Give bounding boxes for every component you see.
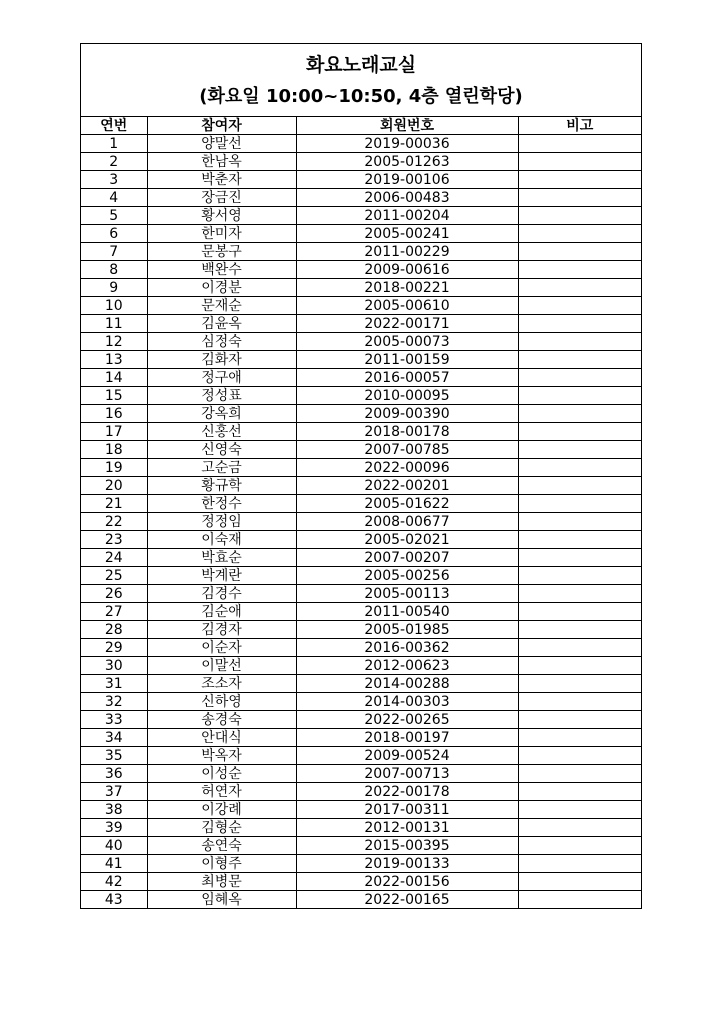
cell-member-id: 2006-00483 (296, 189, 518, 207)
cell-no: 40 (81, 837, 147, 855)
cell-name: 심정숙 (147, 333, 296, 351)
cell-member-id: 2022-00171 (296, 315, 518, 333)
cell-no: 34 (81, 729, 147, 747)
cell-note (518, 135, 641, 153)
table-row (81, 801, 641, 819)
cell-no: 26 (81, 585, 147, 603)
cell-name: 문봉구 (147, 243, 296, 261)
cell-member-id: 2011-00159 (296, 351, 518, 369)
cell-name: 정정임 (147, 513, 296, 531)
cell-note (518, 675, 641, 693)
table-row (81, 855, 641, 873)
cell-name: 이경분 (147, 279, 296, 297)
cell-name: 이말선 (147, 657, 296, 675)
table-row (81, 747, 641, 765)
cell-note (518, 711, 641, 729)
cell-no: 33 (81, 711, 147, 729)
cell-name: 안대식 (147, 729, 296, 747)
cell-member-id: 2005-00610 (296, 297, 518, 315)
table-row (81, 171, 641, 189)
cell-no: 42 (81, 873, 147, 891)
cell-member-id: 2005-00113 (296, 585, 518, 603)
table-row (81, 819, 641, 837)
table-row (81, 603, 641, 621)
cell-note (518, 297, 641, 315)
cell-no: 43 (81, 891, 147, 909)
cell-note (518, 333, 641, 351)
cell-note (518, 441, 641, 459)
cell-member-id: 2022-00178 (296, 783, 518, 801)
cell-member-id: 2022-00156 (296, 873, 518, 891)
cell-name: 이강례 (147, 801, 296, 819)
cell-no: 31 (81, 675, 147, 693)
table-row (81, 891, 641, 909)
cell-member-id: 2011-00540 (296, 603, 518, 621)
table-row (81, 657, 641, 675)
cell-member-id: 2015-00395 (296, 837, 518, 855)
table-row (81, 387, 641, 405)
cell-member-id: 2016-00057 (296, 369, 518, 387)
table-row (81, 207, 641, 225)
cell-no: 16 (81, 405, 147, 423)
cell-name: 김형순 (147, 819, 296, 837)
cell-note (518, 693, 641, 711)
cell-no: 24 (81, 549, 147, 567)
cell-note (518, 405, 641, 423)
cell-note (518, 153, 641, 171)
cell-member-id: 2014-00303 (296, 693, 518, 711)
cell-no: 30 (81, 657, 147, 675)
attendance-sheet (80, 43, 642, 909)
participant-table (81, 117, 641, 908)
table-row (81, 441, 641, 459)
cell-member-id: 2009-00616 (296, 261, 518, 279)
cell-no: 35 (81, 747, 147, 765)
table-header-row (81, 117, 641, 135)
cell-no: 14 (81, 369, 147, 387)
cell-name: 이순자 (147, 639, 296, 657)
cell-note (518, 657, 641, 675)
cell-no: 4 (81, 189, 147, 207)
cell-name: 고순금 (147, 459, 296, 477)
cell-member-id: 2009-00390 (296, 405, 518, 423)
table-row (81, 477, 641, 495)
table-row (81, 513, 641, 531)
cell-note (518, 171, 641, 189)
cell-member-id: 2014-00288 (296, 675, 518, 693)
cell-name: 이형주 (147, 855, 296, 873)
cell-name: 신하영 (147, 693, 296, 711)
cell-member-id: 2005-02021 (296, 531, 518, 549)
cell-member-id: 2010-00095 (296, 387, 518, 405)
cell-no: 12 (81, 333, 147, 351)
cell-name: 황규학 (147, 477, 296, 495)
table-row (81, 459, 641, 477)
column-header-note: 비고 (518, 117, 641, 135)
table-row (81, 783, 641, 801)
cell-name: 문재순 (147, 297, 296, 315)
cell-name: 허연자 (147, 783, 296, 801)
cell-note (518, 639, 641, 657)
cell-no: 3 (81, 171, 147, 189)
cell-member-id: 2005-00241 (296, 225, 518, 243)
cell-note (518, 729, 641, 747)
cell-name: 양말선 (147, 135, 296, 153)
table-row (81, 837, 641, 855)
table-row (81, 279, 641, 297)
column-header-no: 연번 (81, 117, 147, 135)
cell-no: 25 (81, 567, 147, 585)
cell-member-id: 2007-00207 (296, 549, 518, 567)
cell-name: 박옥자 (147, 747, 296, 765)
table-row (81, 531, 641, 549)
cell-name: 장금진 (147, 189, 296, 207)
cell-name: 신홍선 (147, 423, 296, 441)
cell-member-id: 2012-00131 (296, 819, 518, 837)
cell-member-id: 2017-00311 (296, 801, 518, 819)
cell-no: 21 (81, 495, 147, 513)
table-row (81, 423, 641, 441)
cell-member-id: 2011-00229 (296, 243, 518, 261)
cell-note (518, 603, 641, 621)
cell-no: 39 (81, 819, 147, 837)
cell-name: 박계란 (147, 567, 296, 585)
cell-note (518, 261, 641, 279)
table-row (81, 135, 641, 153)
cell-no: 11 (81, 315, 147, 333)
table-row (81, 333, 641, 351)
table-row (81, 765, 641, 783)
cell-name: 김윤옥 (147, 315, 296, 333)
cell-note (518, 855, 641, 873)
cell-name: 김화자 (147, 351, 296, 369)
cell-no: 32 (81, 693, 147, 711)
cell-name: 황서영 (147, 207, 296, 225)
table-row (81, 693, 641, 711)
cell-no: 1 (81, 135, 147, 153)
cell-note (518, 819, 641, 837)
cell-no: 23 (81, 531, 147, 549)
cell-name: 김순애 (147, 603, 296, 621)
cell-member-id: 2011-00204 (296, 207, 518, 225)
cell-no: 38 (81, 801, 147, 819)
cell-member-id: 2016-00362 (296, 639, 518, 657)
cell-no: 6 (81, 225, 147, 243)
cell-no: 37 (81, 783, 147, 801)
cell-note (518, 621, 641, 639)
cell-note (518, 585, 641, 603)
cell-no: 18 (81, 441, 147, 459)
cell-note (518, 189, 641, 207)
cell-no: 20 (81, 477, 147, 495)
cell-note (518, 873, 641, 891)
cell-note (518, 207, 641, 225)
table-row (81, 567, 641, 585)
cell-name: 백완수 (147, 261, 296, 279)
table-row (81, 405, 641, 423)
cell-note (518, 225, 641, 243)
cell-name: 이성순 (147, 765, 296, 783)
cell-name: 김경자 (147, 621, 296, 639)
cell-member-id: 2007-00713 (296, 765, 518, 783)
cell-no: 19 (81, 459, 147, 477)
cell-no: 28 (81, 621, 147, 639)
table-row (81, 369, 641, 387)
table-row (81, 189, 641, 207)
column-header-member-id: 회원번호 (296, 117, 518, 135)
table-row (81, 495, 641, 513)
cell-note (518, 315, 641, 333)
table-body (81, 135, 641, 909)
table-row (81, 243, 641, 261)
cell-name: 박춘자 (147, 171, 296, 189)
cell-note (518, 549, 641, 567)
cell-member-id: 2022-00096 (296, 459, 518, 477)
cell-note (518, 243, 641, 261)
table-row (81, 621, 641, 639)
cell-member-id: 2005-01263 (296, 153, 518, 171)
cell-no: 10 (81, 297, 147, 315)
table-row (81, 675, 641, 693)
table-row (81, 549, 641, 567)
cell-no: 17 (81, 423, 147, 441)
table-row (81, 351, 641, 369)
cell-note (518, 495, 641, 513)
cell-no: 9 (81, 279, 147, 297)
cell-name: 김경수 (147, 585, 296, 603)
cell-note (518, 747, 641, 765)
document-subtitle: (화요일 10:00~10:50, 4층 열린학당) (199, 86, 523, 107)
table-row (81, 639, 641, 657)
cell-no: 2 (81, 153, 147, 171)
cell-member-id: 2012-00623 (296, 657, 518, 675)
cell-member-id: 2005-01985 (296, 621, 518, 639)
cell-member-id: 2005-00256 (296, 567, 518, 585)
cell-no: 29 (81, 639, 147, 657)
cell-name: 신영숙 (147, 441, 296, 459)
cell-name: 박효순 (147, 549, 296, 567)
cell-no: 7 (81, 243, 147, 261)
cell-member-id: 2018-00221 (296, 279, 518, 297)
cell-no: 8 (81, 261, 147, 279)
table-row (81, 711, 641, 729)
cell-no: 22 (81, 513, 147, 531)
cell-no: 27 (81, 603, 147, 621)
title-block (81, 44, 641, 117)
table-row (81, 729, 641, 747)
cell-note (518, 459, 641, 477)
cell-name: 한정수 (147, 495, 296, 513)
cell-member-id: 2022-00165 (296, 891, 518, 909)
cell-name: 조소자 (147, 675, 296, 693)
cell-note (518, 891, 641, 909)
cell-name: 강옥희 (147, 405, 296, 423)
cell-no: 13 (81, 351, 147, 369)
table-row (81, 153, 641, 171)
cell-no: 41 (81, 855, 147, 873)
table-row (81, 225, 641, 243)
cell-member-id: 2009-00524 (296, 747, 518, 765)
cell-member-id: 2022-00265 (296, 711, 518, 729)
cell-note (518, 351, 641, 369)
cell-name: 한미자 (147, 225, 296, 243)
cell-note (518, 279, 641, 297)
cell-member-id: 2019-00036 (296, 135, 518, 153)
cell-member-id: 2007-00785 (296, 441, 518, 459)
table-row (81, 873, 641, 891)
cell-no: 15 (81, 387, 147, 405)
cell-name: 정성표 (147, 387, 296, 405)
cell-no: 5 (81, 207, 147, 225)
cell-note (518, 513, 641, 531)
cell-note (518, 567, 641, 585)
cell-no: 36 (81, 765, 147, 783)
cell-note (518, 765, 641, 783)
cell-name: 최병문 (147, 873, 296, 891)
cell-note (518, 531, 641, 549)
cell-note (518, 783, 641, 801)
cell-member-id: 2019-00133 (296, 855, 518, 873)
cell-member-id: 2005-01622 (296, 495, 518, 513)
cell-note (518, 369, 641, 387)
cell-note (518, 477, 641, 495)
cell-name: 송연숙 (147, 837, 296, 855)
cell-note (518, 387, 641, 405)
cell-member-id: 2022-00201 (296, 477, 518, 495)
cell-note (518, 423, 641, 441)
table-row (81, 261, 641, 279)
cell-member-id: 2008-00677 (296, 513, 518, 531)
cell-member-id: 2005-00073 (296, 333, 518, 351)
cell-member-id: 2018-00178 (296, 423, 518, 441)
table-row (81, 297, 641, 315)
table-row (81, 315, 641, 333)
document-title: 화요노래교실 (305, 54, 417, 76)
table-row (81, 585, 641, 603)
cell-note (518, 801, 641, 819)
cell-name: 이숙재 (147, 531, 296, 549)
column-header-name: 참여자 (147, 117, 296, 135)
cell-name: 임혜옥 (147, 891, 296, 909)
cell-member-id: 2018-00197 (296, 729, 518, 747)
cell-name: 정구애 (147, 369, 296, 387)
cell-note (518, 837, 641, 855)
cell-name: 한남옥 (147, 153, 296, 171)
cell-name: 송경숙 (147, 711, 296, 729)
cell-member-id: 2019-00106 (296, 171, 518, 189)
